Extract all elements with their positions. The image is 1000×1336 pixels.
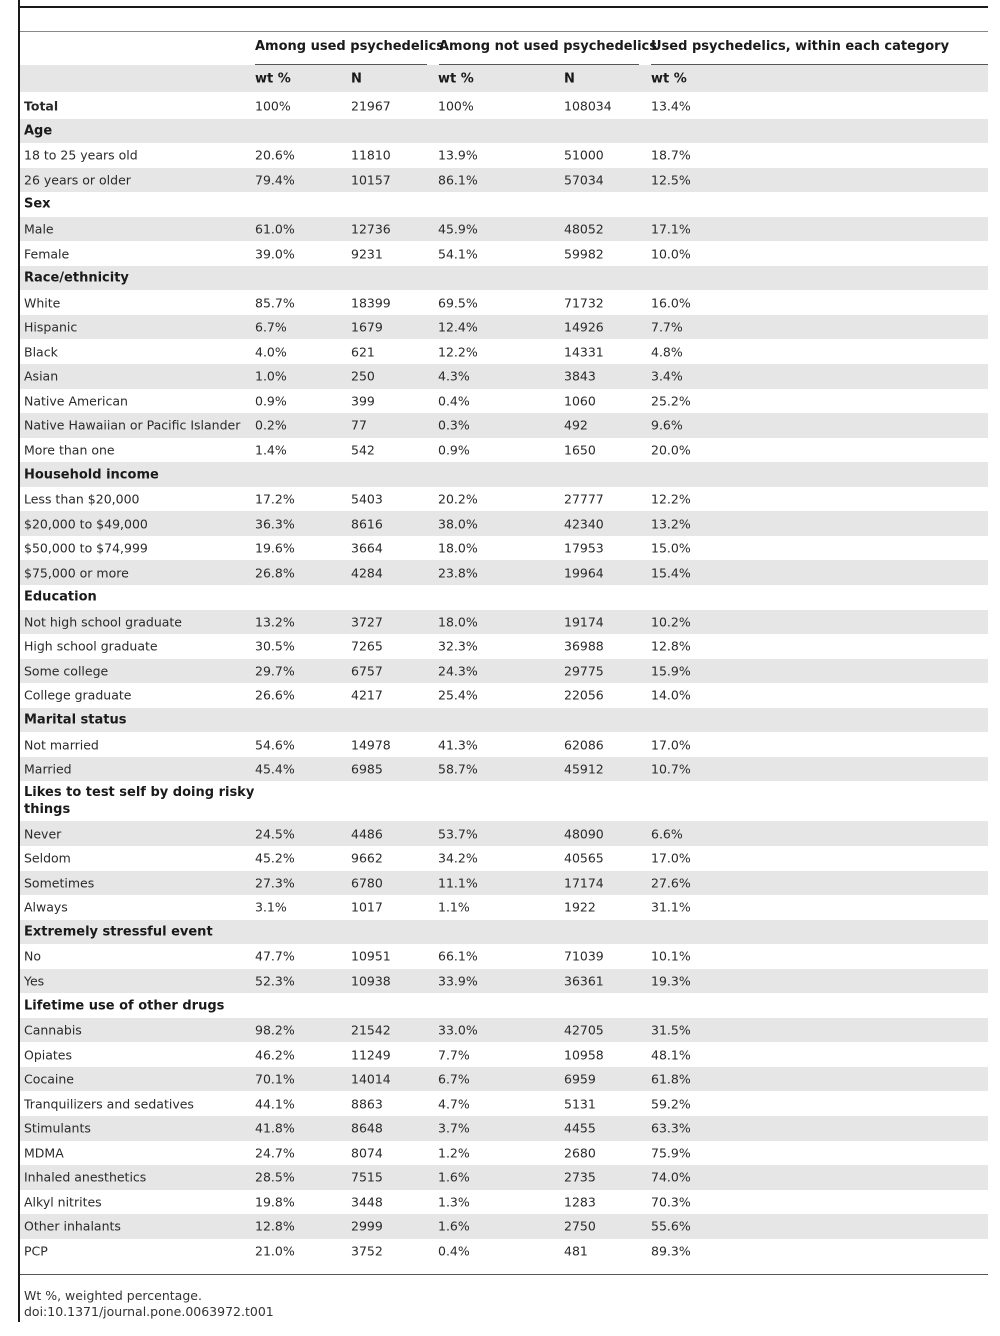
group-header-not-used: Among not used psychedelics [439, 39, 657, 54]
cell-wt-used: 13.2% [255, 614, 295, 630]
cell-wt-not-used: 3.7% [438, 1120, 470, 1136]
cell-wt-not-used: 33.0% [438, 1022, 478, 1038]
cell-n-used: 3664 [351, 540, 383, 556]
row-label: $20,000 to $49,000 [24, 516, 148, 532]
cell-wt-not-used: 66.1% [438, 948, 478, 964]
cell-n-not-used: 1650 [564, 442, 596, 458]
group-header-used: Among used psychedelics [255, 39, 445, 54]
cell-n-not-used: 481 [564, 1243, 588, 1259]
cell-n-not-used: 5131 [564, 1096, 596, 1112]
table-row [20, 340, 988, 365]
cell-wt-used: 45.2% [255, 850, 295, 866]
cell-wt-used: 70.1% [255, 1071, 295, 1087]
cell-wt-used: 4.0% [255, 344, 287, 360]
cell-n-not-used: 71732 [564, 295, 604, 311]
row-label: Cocaine [24, 1071, 74, 1087]
cell-n-used: 18399 [351, 295, 391, 311]
cell-wt-within: 10.7% [651, 761, 691, 777]
section-header-row [20, 119, 988, 144]
table-row [20, 1165, 988, 1190]
cell-wt-not-used: 58.7% [438, 761, 478, 777]
row-label: Black [24, 344, 58, 360]
cell-wt-within: 14.0% [651, 687, 691, 703]
cell-wt-used: 45.4% [255, 761, 295, 777]
cell-n-used: 14014 [351, 1071, 391, 1087]
section-header-row [20, 708, 988, 733]
cell-wt-within: 74.0% [651, 1169, 691, 1185]
cell-wt-within: 12.8% [651, 638, 691, 654]
cell-wt-not-used: 4.3% [438, 368, 470, 384]
cell-n-used: 8863 [351, 1096, 383, 1112]
cell-n-not-used: 36988 [564, 638, 604, 654]
cell-n-used: 4284 [351, 565, 383, 581]
cell-n-not-used: 14926 [564, 319, 604, 335]
group-header-within-category: Used psychedelics, within each category [651, 39, 950, 54]
table-row [20, 732, 988, 757]
table-row [20, 413, 988, 438]
table-row [20, 315, 988, 340]
cell-wt-used: 47.7% [255, 948, 295, 964]
cell-wt-used: 19.6% [255, 540, 295, 556]
cell-n-used: 21967 [351, 98, 391, 114]
subheader-n-used: N [351, 71, 362, 86]
cell-n-not-used: 6959 [564, 1071, 596, 1087]
cell-n-used: 5403 [351, 491, 383, 507]
section-header-row [20, 781, 988, 821]
cell-n-not-used: 48090 [564, 826, 604, 842]
row-label: Male [24, 221, 54, 237]
cell-wt-used: 41.8% [255, 1120, 295, 1136]
table-row [20, 1141, 988, 1166]
cell-wt-not-used: 18.0% [438, 614, 478, 630]
cell-wt-not-used: 32.3% [438, 638, 478, 654]
cell-n-used: 621 [351, 344, 375, 360]
cell-wt-not-used: 11.1% [438, 875, 478, 891]
table-row [20, 895, 988, 920]
cell-n-used: 10951 [351, 948, 391, 964]
section-header-row [20, 462, 988, 487]
cell-wt-not-used: 33.9% [438, 973, 478, 989]
section-header-row [20, 993, 988, 1018]
table-top-rule [20, 6, 988, 8]
row-label: Total [24, 98, 59, 114]
cell-wt-within: 15.0% [651, 540, 691, 556]
section-label: Education [24, 589, 97, 605]
cell-n-not-used: 42340 [564, 516, 604, 532]
cell-wt-within: 4.8% [651, 344, 683, 360]
cell-n-not-used: 2680 [564, 1145, 596, 1161]
table-row [20, 871, 988, 896]
cell-wt-within: 17.0% [651, 737, 691, 753]
cell-wt-within: 7.7% [651, 319, 683, 335]
row-label: Married [24, 761, 72, 777]
cell-wt-within: 59.2% [651, 1096, 691, 1112]
cell-wt-within: 17.0% [651, 850, 691, 866]
table-row [20, 1116, 988, 1141]
cell-wt-within: 61.8% [651, 1071, 691, 1087]
table-row [20, 757, 988, 782]
cell-n-not-used: 59982 [564, 246, 604, 262]
section-label: Likes to test self by doing risky things [24, 785, 255, 818]
cell-wt-used: 1.0% [255, 368, 287, 384]
cell-wt-not-used: 41.3% [438, 737, 478, 753]
cell-n-not-used: 17953 [564, 540, 604, 556]
section-header-row [20, 920, 988, 945]
cell-wt-not-used: 20.2% [438, 491, 478, 507]
section-label: Marital status [24, 712, 127, 728]
cell-n-not-used: 2735 [564, 1169, 596, 1185]
row-label: Seldom [24, 850, 71, 866]
table-row [20, 143, 988, 168]
subheader-wt-within: wt % [651, 71, 687, 86]
cell-wt-not-used: 1.3% [438, 1194, 470, 1210]
row-label: High school graduate [24, 638, 158, 654]
cell-n-not-used: 22056 [564, 687, 604, 703]
cell-wt-used: 26.6% [255, 687, 295, 703]
row-label: Less than $20,000 [24, 491, 140, 507]
table-row [20, 944, 988, 969]
cell-wt-within: 6.6% [651, 826, 683, 842]
cell-wt-within: 10.2% [651, 614, 691, 630]
section-label: Extremely stressful event [24, 924, 213, 940]
cell-n-not-used: 10958 [564, 1047, 604, 1063]
cell-n-not-used: 1060 [564, 393, 596, 409]
cell-wt-not-used: 1.6% [438, 1218, 470, 1234]
row-label: MDMA [24, 1145, 64, 1161]
cell-n-used: 7265 [351, 638, 383, 654]
section-label: Sex [24, 196, 51, 212]
cell-wt-within: 75.9% [651, 1145, 691, 1161]
cell-wt-not-used: 1.6% [438, 1169, 470, 1185]
cell-n-used: 21542 [351, 1022, 391, 1038]
row-label: Sometimes [24, 875, 95, 891]
table-row [20, 1018, 988, 1043]
table-row [20, 168, 988, 193]
cell-wt-used: 98.2% [255, 1022, 295, 1038]
cell-n-used: 11249 [351, 1047, 391, 1063]
row-label: Female [24, 246, 70, 262]
cell-n-not-used: 71039 [564, 948, 604, 964]
row-label: Some college [24, 663, 109, 679]
row-label: $50,000 to $74,999 [24, 540, 148, 556]
table-row [20, 969, 988, 994]
row-label: Alkyl nitrites [24, 1194, 102, 1210]
table-row [20, 683, 988, 708]
cell-wt-within: 19.3% [651, 973, 691, 989]
row-label: Not married [24, 737, 99, 753]
cell-wt-used: 44.1% [255, 1096, 295, 1112]
cell-wt-used: 26.8% [255, 565, 295, 581]
table-row [20, 290, 988, 315]
cell-n-used: 14978 [351, 737, 391, 753]
cell-wt-within: 15.4% [651, 565, 691, 581]
cell-n-used: 3448 [351, 1194, 383, 1210]
table-row [20, 659, 988, 684]
cell-wt-used: 12.8% [255, 1218, 295, 1234]
cell-n-not-used: 45912 [564, 761, 604, 777]
table-row [20, 536, 988, 561]
cell-wt-within: 89.3% [651, 1243, 691, 1259]
cell-wt-used: 3.1% [255, 899, 287, 915]
table-row [20, 634, 988, 659]
table-row [20, 1214, 988, 1239]
cell-wt-within: 9.6% [651, 417, 683, 433]
table-row [20, 1091, 988, 1116]
cell-n-not-used: 1283 [564, 1194, 596, 1210]
cell-wt-used: 30.5% [255, 638, 295, 654]
cell-n-not-used: 36361 [564, 973, 604, 989]
cell-n-not-used: 492 [564, 417, 588, 433]
row-label: Tranquilizers and sedatives [24, 1096, 194, 1112]
cell-n-not-used: 14331 [564, 344, 604, 360]
cell-n-not-used: 57034 [564, 172, 604, 188]
row-label: Other inhalants [24, 1218, 121, 1234]
table-row [20, 1042, 988, 1067]
table-row [20, 389, 988, 414]
cell-n-used: 6757 [351, 663, 383, 679]
row-label: Hispanic [24, 319, 78, 335]
cell-wt-used: 19.8% [255, 1194, 295, 1210]
subheader-wt-not-used: wt % [438, 71, 474, 86]
cell-n-not-used: 108034 [564, 98, 612, 114]
cell-wt-used: 1.4% [255, 442, 287, 458]
table-row [20, 94, 988, 119]
cell-n-used: 542 [351, 442, 375, 458]
cell-wt-within: 55.6% [651, 1218, 691, 1234]
table-row [20, 241, 988, 266]
cell-n-used: 9662 [351, 850, 383, 866]
cell-wt-within: 25.2% [651, 393, 691, 409]
cell-wt-within: 20.0% [651, 442, 691, 458]
row-label: More than one [24, 442, 115, 458]
cell-n-not-used: 62086 [564, 737, 604, 753]
section-label: Household income [24, 467, 159, 483]
cell-wt-not-used: 38.0% [438, 516, 478, 532]
cell-n-used: 3752 [351, 1243, 383, 1259]
cell-wt-within: 10.1% [651, 948, 691, 964]
cell-n-used: 11810 [351, 147, 391, 163]
cell-wt-not-used: 53.7% [438, 826, 478, 842]
row-label: Stimulants [24, 1120, 91, 1136]
cell-wt-used: 0.9% [255, 393, 287, 409]
cell-wt-used: 21.0% [255, 1243, 295, 1259]
cell-wt-within: 48.1% [651, 1047, 691, 1063]
cell-n-used: 3727 [351, 614, 383, 630]
cell-wt-not-used: 18.0% [438, 540, 478, 556]
table-row [20, 1239, 988, 1264]
subheader-wt-used: wt % [255, 71, 291, 86]
table-row [20, 821, 988, 846]
cell-wt-used: 29.7% [255, 663, 295, 679]
cell-n-not-used: 27777 [564, 491, 604, 507]
cell-n-used: 8074 [351, 1145, 383, 1161]
cell-wt-not-used: 1.2% [438, 1145, 470, 1161]
cell-wt-not-used: 0.4% [438, 1243, 470, 1259]
cell-n-not-used: 29775 [564, 663, 604, 679]
cell-wt-not-used: 34.2% [438, 850, 478, 866]
cell-n-used: 399 [351, 393, 375, 409]
cell-n-not-used: 19964 [564, 565, 604, 581]
section-header-row [20, 266, 988, 291]
table-row [20, 511, 988, 536]
table-row [20, 1067, 988, 1092]
cell-n-used: 8616 [351, 516, 383, 532]
cell-n-used: 4486 [351, 826, 383, 842]
cell-n-used: 4217 [351, 687, 383, 703]
table-row [20, 1190, 988, 1215]
row-label: 18 to 25 years old [24, 147, 138, 163]
cell-n-not-used: 3843 [564, 368, 596, 384]
section-label: Race/ethnicity [24, 270, 129, 286]
cell-n-used: 10157 [351, 172, 391, 188]
cell-n-used: 10938 [351, 973, 391, 989]
cell-wt-used: 24.7% [255, 1145, 295, 1161]
cell-n-not-used: 2750 [564, 1218, 596, 1234]
row-label: Yes [24, 973, 45, 989]
cell-wt-not-used: 0.4% [438, 393, 470, 409]
table-row [20, 560, 988, 585]
cell-n-not-used: 42705 [564, 1022, 604, 1038]
cell-wt-used: 28.5% [255, 1169, 295, 1185]
cell-wt-used: 46.2% [255, 1047, 295, 1063]
row-label: Native American [24, 393, 128, 409]
cell-wt-used: 85.7% [255, 295, 295, 311]
cell-wt-used: 24.5% [255, 826, 295, 842]
cell-n-used: 9231 [351, 246, 383, 262]
cell-wt-not-used: 23.8% [438, 565, 478, 581]
table-row [20, 487, 988, 512]
cell-wt-not-used: 0.3% [438, 417, 470, 433]
row-label: Asian [24, 368, 59, 384]
cell-n-used: 6985 [351, 761, 383, 777]
header-rule [20, 31, 988, 32]
cell-n-not-used: 48052 [564, 221, 604, 237]
cell-wt-within: 15.9% [651, 663, 691, 679]
cell-n-used: 77 [351, 417, 367, 433]
cell-n-not-used: 19174 [564, 614, 604, 630]
cell-wt-within: 13.2% [651, 516, 691, 532]
row-label: Inhaled anesthetics [24, 1169, 147, 1185]
row-label: Native Hawaiian or Pacific Islander [24, 417, 241, 433]
row-label: Opiates [24, 1047, 73, 1063]
cell-wt-used: 6.7% [255, 319, 287, 335]
table-row [20, 438, 988, 463]
row-label: Always [24, 899, 68, 915]
row-label: $75,000 or more [24, 565, 129, 581]
row-label: 26 years or older [24, 172, 131, 188]
cell-wt-within: 12.2% [651, 491, 691, 507]
cell-n-not-used: 1922 [564, 899, 596, 915]
cell-n-not-used: 51000 [564, 147, 604, 163]
cell-wt-within: 31.5% [651, 1022, 691, 1038]
cell-wt-within: 13.4% [651, 98, 691, 114]
cell-wt-used: 27.3% [255, 875, 295, 891]
cell-wt-not-used: 12.4% [438, 319, 478, 335]
cell-wt-within: 16.0% [651, 295, 691, 311]
cell-wt-not-used: 1.1% [438, 899, 470, 915]
table-row [20, 610, 988, 635]
cell-wt-not-used: 25.4% [438, 687, 478, 703]
row-label: Cannabis [24, 1022, 82, 1038]
footnote-abbreviation: Wt %, weighted percentage. [24, 1288, 202, 1303]
cell-n-used: 7515 [351, 1169, 383, 1185]
row-label: No [24, 948, 41, 964]
section-label: Age [24, 123, 53, 139]
cell-wt-within: 18.7% [651, 147, 691, 163]
table-row [20, 364, 988, 389]
cell-wt-within: 3.4% [651, 368, 683, 384]
cell-wt-used: 20.6% [255, 147, 295, 163]
cell-wt-not-used: 0.9% [438, 442, 470, 458]
column-subheader-row [20, 65, 988, 92]
cell-wt-within: 12.5% [651, 172, 691, 188]
cell-wt-not-used: 86.1% [438, 172, 478, 188]
footnote-doi: doi:10.1371/journal.pone.0063972.t001 [24, 1304, 274, 1319]
cell-wt-not-used: 4.7% [438, 1096, 470, 1112]
row-label: White [24, 295, 61, 311]
row-label: College graduate [24, 687, 132, 703]
cell-n-used: 8648 [351, 1120, 383, 1136]
cell-wt-not-used: 24.3% [438, 663, 478, 679]
cell-n-used: 12736 [351, 221, 391, 237]
cell-n-used: 250 [351, 368, 375, 384]
cell-wt-used: 54.6% [255, 737, 295, 753]
cell-wt-used: 17.2% [255, 491, 295, 507]
cell-wt-used: 0.2% [255, 417, 287, 433]
cell-wt-used: 36.3% [255, 516, 295, 532]
section-label: Lifetime use of other drugs [24, 998, 225, 1014]
row-label: Not high school graduate [24, 614, 182, 630]
cell-wt-within: 63.3% [651, 1120, 691, 1136]
cell-wt-within: 31.1% [651, 899, 691, 915]
cell-wt-used: 52.3% [255, 973, 295, 989]
cell-n-used: 2999 [351, 1218, 383, 1234]
section-header-row [20, 192, 988, 217]
subheader-n-not-used: N [564, 71, 575, 86]
cell-wt-not-used: 54.1% [438, 246, 478, 262]
cell-n-not-used: 4455 [564, 1120, 596, 1136]
cell-wt-used: 100% [255, 98, 291, 114]
cell-wt-not-used: 7.7% [438, 1047, 470, 1063]
table-row [20, 846, 988, 871]
cell-n-not-used: 17174 [564, 875, 604, 891]
cell-n-used: 6780 [351, 875, 383, 891]
cell-n-used: 1017 [351, 899, 383, 915]
row-label: Never [24, 826, 62, 842]
cell-n-used: 1679 [351, 319, 383, 335]
table-bottom-rule [20, 1274, 988, 1275]
cell-wt-within: 17.1% [651, 221, 691, 237]
cell-wt-not-used: 13.9% [438, 147, 478, 163]
cell-wt-not-used: 100% [438, 98, 474, 114]
cell-n-not-used: 40565 [564, 850, 604, 866]
cell-wt-not-used: 45.9% [438, 221, 478, 237]
cell-wt-not-used: 6.7% [438, 1071, 470, 1087]
cell-wt-used: 39.0% [255, 246, 295, 262]
cell-wt-not-used: 12.2% [438, 344, 478, 360]
section-header-row [20, 585, 988, 610]
cell-wt-not-used: 69.5% [438, 295, 478, 311]
cell-wt-used: 79.4% [255, 172, 295, 188]
cell-wt-within: 10.0% [651, 246, 691, 262]
table-row [20, 217, 988, 242]
cell-wt-within: 27.6% [651, 875, 691, 891]
row-label: PCP [24, 1243, 48, 1259]
cell-wt-used: 61.0% [255, 221, 295, 237]
cell-wt-within: 70.3% [651, 1194, 691, 1210]
